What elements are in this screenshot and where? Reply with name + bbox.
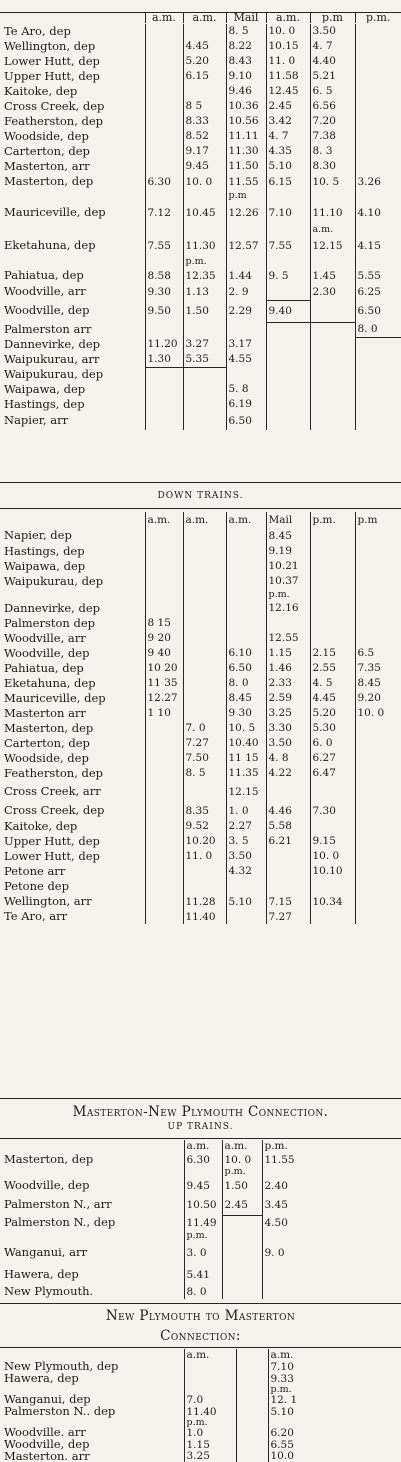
table-row: Pahiatua, dep 8.58 12.35 1.44 9. 5 1.45 5.55 — [0, 268, 401, 284]
station-name: Cross Creek, arr — [0, 781, 145, 803]
col-header: a.m. — [145, 12, 183, 23]
table-row: Masterton, dep 7. 0 10. 5 3.30 5.30 — [0, 721, 401, 736]
table-row: Masterton. arr 3.25 10.0 — [0, 1451, 401, 1462]
station-name: Woodville, dep — [0, 1177, 184, 1195]
col-header — [236, 1349, 268, 1361]
station-name: Dannevirke, dep — [0, 601, 145, 616]
station-name: Kaitoke, dep — [0, 819, 145, 834]
marker-row — [0, 224, 401, 236]
table-row: Mauriceville, dep 7.12 10.45 12.26 7.10 11.10 4.10 — [0, 202, 401, 224]
station-name: Featherston, dep — [0, 766, 145, 781]
station-name: Waipukurau, arr — [0, 352, 145, 367]
station-name: Waipukurau, dep — [0, 574, 145, 589]
station-name: Masterton, dep — [0, 1153, 184, 1167]
marker-row — [0, 190, 401, 202]
table-row: Masterton arr 1 10 9 30 3.25 5.20 10. 0 — [0, 706, 401, 721]
header-row — [0, 12, 401, 23]
station-name: Woodside, dep — [0, 129, 145, 144]
station-name: Lower Hutt, dep — [0, 54, 145, 69]
table-row: Mauriceville, dep 12.27 8.45 2.59 4.45 9.20 — [0, 691, 401, 706]
section-rule — [0, 1138, 401, 1139]
table-row: Upper Hutt, dep 10.20 3. 5 6.21 9.15 — [0, 834, 401, 849]
table-row — [0, 879, 401, 894]
table-row: Cross Creek, arr 12.15 — [0, 781, 401, 803]
section-rule — [0, 1347, 401, 1348]
station-name: New Plymouth. — [0, 1285, 184, 1299]
table-row: Wanganui, dep 7.0 12. 1 — [0, 1394, 401, 1406]
header-row — [0, 1140, 401, 1153]
table-row: Eketahuna, dep 11 35 8. 0 2.33 4. 5 8.45 — [0, 676, 401, 691]
header-row — [0, 512, 401, 528]
station-name: Waipawa, dep — [0, 382, 145, 397]
station-name: Upper Hutt, dep — [0, 69, 145, 84]
section-rule — [0, 1303, 401, 1304]
table-row: Wanganui, arr 3. 0 9. 0 — [0, 1241, 401, 1265]
table-row: Woodville, dep 9 40 6.10 1.15 2.15 6.5 — [0, 646, 401, 661]
station-name: Pahiatua, dep — [0, 268, 145, 284]
station-name: Woodville, arr — [0, 284, 145, 300]
table-row: Waipukurau, arr 1.30 5.35 4.55 — [0, 352, 401, 367]
col-header: a.m. — [226, 512, 266, 528]
connection-down-table — [0, 1349, 401, 1462]
table-row: Woodside, dep 8.52 11.11 4. 7 7.38 — [0, 129, 401, 144]
station-name: Te Aro, arr — [0, 910, 145, 924]
col-header: p.m. — [355, 12, 401, 23]
am-marker: a.m. — [310, 224, 355, 236]
down-trains-table — [0, 512, 401, 924]
col-header: a.m. — [184, 1140, 222, 1153]
connection-up-title: Masterton-New Plymouth Connection. — [0, 1104, 401, 1120]
header-row — [0, 1349, 401, 1361]
table-row: New Plymouth, dep 7.10 — [0, 1361, 401, 1373]
table-row: Dannevirke, dep 12.16 — [0, 601, 401, 616]
station-name: Carterton, dep — [0, 736, 145, 751]
table-row: Lower Hutt, dep 11. 0 3.50 10. 0 — [0, 849, 401, 864]
station-name: Hawera, dep — [0, 1373, 184, 1385]
table-row: Carterton, dep 7.27 10.40 3.50 6. 0 — [0, 736, 401, 751]
table-row: Masterton, dep 6.30 10. 0 11.55 6.15 10. 5 3.26 — [0, 174, 401, 190]
section-rule — [0, 1098, 401, 1099]
table-row: Pahiatua, dep 10 20 6.50 1.46 2.55 7.35 — [0, 661, 401, 676]
table-row: Dannevirke, dep 11.20 3.27 3.17 — [0, 337, 401, 352]
station-name: Pahiatua, dep — [0, 661, 145, 676]
station-name: Petone dep — [0, 879, 145, 894]
pm-marker: p.m. — [184, 1418, 236, 1428]
marker-row — [0, 1385, 401, 1395]
table-row: Hastings, dep 9.19 — [0, 544, 401, 559]
table-row: Masterton, dep 6.30 10. 0 11.55 — [0, 1153, 401, 1167]
table-row: Masterton, arr 9.45 11.50 5.10 8.30 — [0, 159, 401, 174]
table-row: Woodville, dep 9.50 1.50 2.29 9.40 6.50 — [0, 300, 401, 322]
table-row: Kaitoke, dep 9.46 12.45 6. 5 — [0, 84, 401, 99]
table-row: Cross Creek, dep 8.35 1. 0 4.46 7.30 — [0, 803, 401, 819]
station-name: Petone arr — [0, 864, 145, 879]
col-header: a.m. — [222, 1140, 262, 1153]
table-row: Cross Creek, dep 8 5 10.36 2.45 6.56 — [0, 99, 401, 114]
station-name: Wellington, dep — [0, 39, 145, 54]
station-name: Masterton, dep — [0, 721, 145, 736]
col-header: Mail — [226, 12, 266, 23]
table-row: New Plymouth. 8. 0 — [0, 1285, 401, 1299]
up-trains-body — [0, 24, 401, 430]
station-name: Palmerston dep — [0, 616, 145, 631]
down-trains-title: DOWN TRAINS. — [0, 491, 401, 501]
table-row: Napier, dep 8.45 — [0, 528, 401, 544]
table-row: Te Aro, dep 8. 5 10. 0 3.50 — [0, 24, 401, 39]
station-name: Waipukurau, dep — [0, 367, 145, 382]
table-row: Waipukurau, dep 10.37 — [0, 574, 401, 589]
col-header: a.m. — [183, 12, 226, 23]
marker-row — [0, 256, 401, 268]
station-name: Eketahuna, dep — [0, 676, 145, 691]
marker-row — [0, 1418, 401, 1428]
table-row: Carterton, dep 9.17 11.30 4.35 8. 3 — [0, 144, 401, 159]
table-row: Napier, arr 6.50 — [0, 412, 401, 430]
station-name: Hastings, dep — [0, 397, 145, 412]
pm-marker: p.m. — [184, 1231, 222, 1241]
table-row: Palmerston N.. dep 11.40 5.10 — [0, 1406, 401, 1418]
station-name: Upper Hutt, dep — [0, 834, 145, 849]
connection-up-table — [0, 1140, 401, 1299]
pm-marker: p.m. — [268, 1385, 401, 1395]
marker-row — [0, 589, 401, 601]
table-row: Woodville, dep 9.45 1.50 2.40 — [0, 1177, 401, 1195]
station-name: Wanganui, dep — [0, 1394, 184, 1406]
table-row: Waipawa, dep 10.21 — [0, 559, 401, 574]
connection-up-subtitle: UP TRAINS. — [0, 1122, 401, 1132]
col-header: a.m. — [183, 512, 226, 528]
connection-down-title-line2: Connection: — [0, 1328, 401, 1344]
table-row: Woodville. arr 1.0 6.20 — [0, 1427, 401, 1439]
up-trains-table — [0, 12, 401, 23]
table-row: Woodville, arr 9 20 12.55 — [0, 631, 401, 646]
station-name: Napier, arr — [0, 412, 145, 430]
col-header: p.m — [355, 512, 401, 528]
station-name: Dannevirke, dep — [0, 337, 145, 352]
station-name: Carterton, dep — [0, 144, 145, 159]
marker-row — [0, 1231, 401, 1241]
table-row: Kaitoke, dep 9.52 2.27 5.58 — [0, 819, 401, 834]
table-row: Eketahuna, dep 7.55 11.30 12.57 7.55 12.15 4.15 — [0, 236, 401, 256]
station-name: Featherston, dep — [0, 114, 145, 129]
station-name: Woodside, dep — [0, 751, 145, 766]
station-name: Masterton, arr — [0, 159, 145, 174]
station-name: Masterton, dep — [0, 174, 145, 190]
table-row: Petone arr 4.32 10.10 — [0, 864, 401, 879]
station-name: Lower Hutt, dep — [0, 849, 145, 864]
col-header: Mail — [266, 512, 310, 528]
station-name: Woodville, arr — [0, 631, 145, 646]
col-header: p.m. — [262, 1140, 401, 1153]
station-name: Palmerston arr — [0, 322, 145, 337]
marker-row — [0, 1167, 401, 1177]
section-rule — [0, 508, 401, 509]
station-name: Palmerston N.. dep — [0, 1406, 184, 1418]
station-name: Mauriceville, dep — [0, 202, 145, 224]
table-row: Lower Hutt, dep 5.20 8.43 11. 0 4.40 — [0, 54, 401, 69]
station-name: Eketahuna, dep — [0, 236, 145, 256]
station-name: Hawera, dep — [0, 1265, 184, 1285]
connection-down-title: New Plymouth to Masterton — [0, 1308, 401, 1324]
pm-marker: p.m — [226, 190, 266, 202]
col-header: a.m. — [184, 1349, 236, 1361]
table-row: Woodside, dep 7.50 11 15 4. 8 6.27 — [0, 751, 401, 766]
col-header: a.m. — [268, 1349, 401, 1361]
table-row — [0, 367, 401, 382]
col-header: p.m — [310, 12, 355, 23]
station-name: Palmerston N., arr — [0, 1195, 184, 1215]
table-row: Featherston, dep 8.33 10.56 3.42 7.20 — [0, 114, 401, 129]
table-row: Woodville, arr 9.30 1.13 2. 9 2.30 6.25 — [0, 284, 401, 300]
station-name: Woodville, dep — [0, 1439, 184, 1451]
table-row: Featherston, dep 8. 5 11.35 4.22 6.47 — [0, 766, 401, 781]
station-name: New Plymouth, dep — [0, 1361, 184, 1373]
table-row: Hawera, dep 5.41 — [0, 1265, 401, 1285]
station-name: Woodville. arr — [0, 1427, 184, 1439]
station-name: Woodville, dep — [0, 646, 145, 661]
table-row: Waipawa, dep 5. 8 — [0, 382, 401, 397]
pm-marker: p.m. — [222, 1167, 262, 1177]
table-row: Wellington, arr 11.28 5.10 7.15 10.34 — [0, 894, 401, 910]
table-row: Woodville, dep 1.15 6.55 — [0, 1439, 401, 1451]
pm-marker: p.m. — [266, 589, 310, 601]
station-name: Kaitoke, dep — [0, 84, 145, 99]
station-name: Cross Creek, dep — [0, 99, 145, 114]
station-name: Napier, dep — [0, 528, 145, 544]
station-name: Woodville, dep — [0, 300, 145, 322]
table-row: Hastings, dep 6.19 — [0, 397, 401, 412]
station-name: Wanganui, arr — [0, 1241, 184, 1265]
station-name: Cross Creek, dep — [0, 803, 145, 819]
station-name: Hastings, dep — [0, 544, 145, 559]
station-name: Wellington, arr — [0, 894, 145, 910]
station-name: Masterton. arr — [0, 1451, 184, 1462]
pm-marker: p.m. — [183, 256, 226, 268]
table-row: Palmerston arr 8. 0 — [0, 322, 401, 337]
table-row: Palmerston dep 8 15 — [0, 616, 401, 631]
col-header: a.m. — [266, 12, 310, 23]
table-row: Hawera, dep 9.33 — [0, 1373, 401, 1385]
table-row: Palmerston N., arr 10.50 2.45 3.45 — [0, 1195, 401, 1215]
station-name: Masterton arr — [0, 706, 145, 721]
table-row: Palmerston N., dep 11.49 4.50 — [0, 1215, 401, 1231]
station-name: Te Aro, dep — [0, 24, 145, 39]
col-header: p.m. — [310, 512, 355, 528]
table-row: Wellington, dep 4.45 8.22 10.15 4. 7 — [0, 39, 401, 54]
station-name: Mauriceville, dep — [0, 691, 145, 706]
col-header: a.m. — [145, 512, 183, 528]
station-name: Palmerston N., dep — [0, 1215, 184, 1231]
table-row: Upper Hutt, dep 6.15 9.10 11.58 5.21 — [0, 69, 401, 84]
station-name: Waipawa, dep — [0, 559, 145, 574]
section-rule — [0, 482, 401, 483]
table-row: Te Aro, arr 11.40 7.27 — [0, 910, 401, 924]
